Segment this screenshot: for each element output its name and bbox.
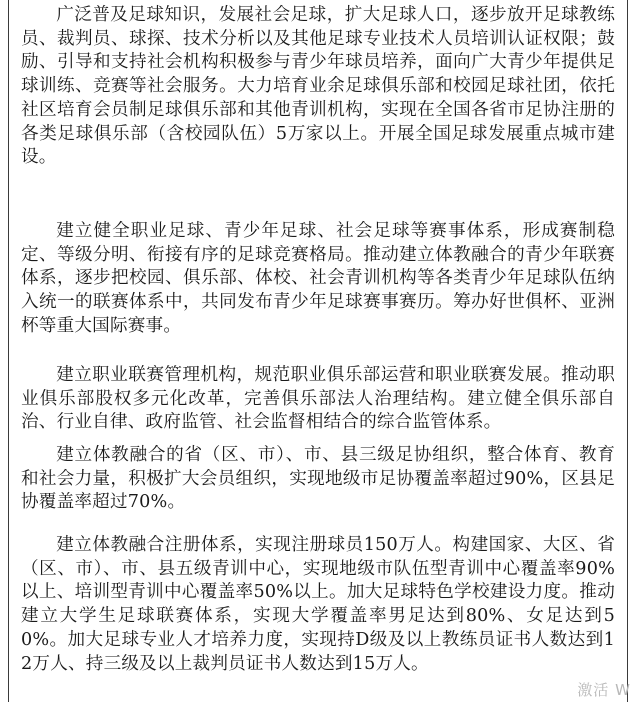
paragraph-league-management: 建立职业联赛管理机构，规范职业俱乐部运营和职业联赛发展。推动职业俱乐部股权多元化改革，完善俱乐部法人治理结构。建立健全俱乐部自治、行业自律、政府监管、社会监督相结合的综合监管体系。 [21, 365, 615, 433]
paragraph-competition-system: 建立健全职业足球、青少年足球、社会足球等赛事体系，形成赛制稳定、等级分明、衔接有序的足球竞赛格局。推动建立体教融合的青少年联赛体系，逐步把校园、俱乐部、体校、社会青训机构等各类青少年足球队伍纳入统一的联赛体系中，共同发布青少年足球赛事赛历。筹办好世俱杯、亚洲杯等重大国际赛事。 [21, 221, 615, 336]
paragraph-football-associations: 建立体教融合的省（区、市）、市、县三级足协组织，整合体育、教育和社会力量，积极扩大会员组织，实现地级市足协覆盖率超过90%，区县足协覆盖率超过70%。 [21, 445, 615, 513]
document-page [8, 0, 628, 702]
activation-watermark: 激活 W [577, 681, 631, 699]
paragraph-registration-system: 建立体教融合注册体系，实现注册球员150万人。构建国家、大区、省（区、市）、市、县五级青训中心，实现地级市队伍型青训中心覆盖率90%以上、培训型青训中心覆盖率50%以上。加大足球特色学校建设力度。推动建立大学生足球联赛体系，实现大学覆盖率男足达到80%、女足达到50%。加大足球专业人才培养力度，实现持D级及以上教练员证书人数达到12万人、持三级及以上裁判员证书人数达到15万人。 [21, 535, 615, 674]
paragraph-social-football: 广泛普及足球知识，发展社会足球，扩大足球人口，逐步放开足球教练员、裁判员、球探、技术分析以及其他足球专业技术人员培训认证权限；鼓励、引导和支持社会机构积极参与青少年球员培养，面向广大青少年提供足球训练、竞赛等社会服务。大力培育业余足球俱乐部和校园足球社团，依托社区培育会员制足球俱乐部和其他青训机构，实现在全国各省市足协注册的各类足球俱乐部（含校园队伍）5万家以上。开展全国足球发展重点城市建设。 [21, 5, 615, 168]
